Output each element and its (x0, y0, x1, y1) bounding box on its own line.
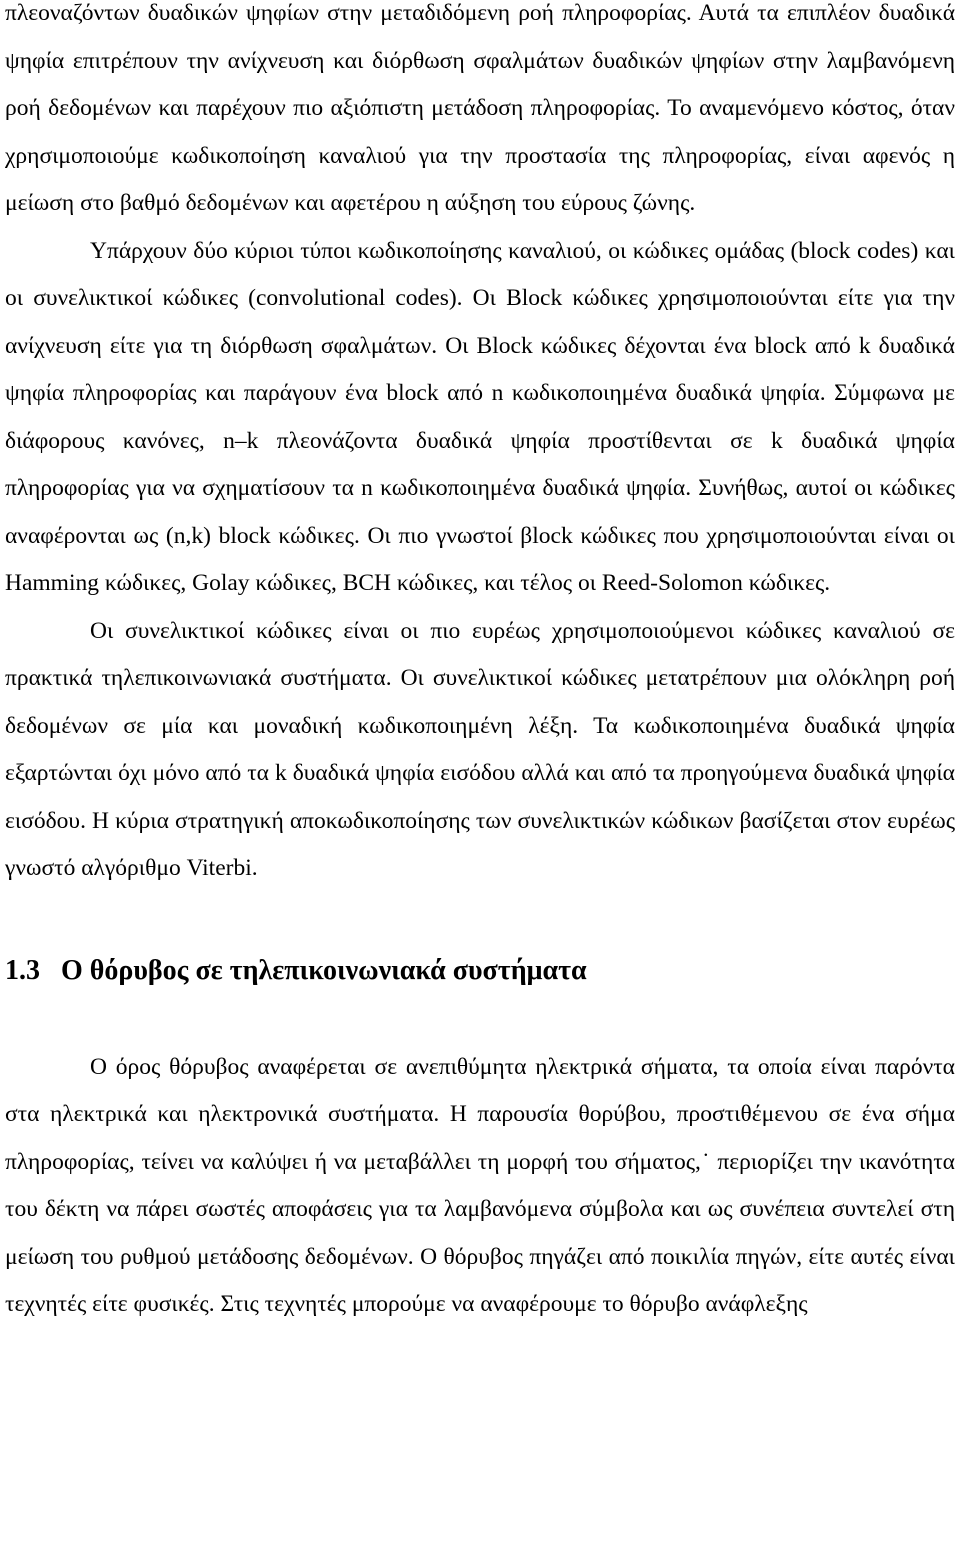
document-page (5, 0, 955, 1329)
section-number: 1.3 (5, 954, 40, 986)
paragraph-1: πλεοναζόντων δυαδικών ψηφίων στην μεταδιδόμενη ροή πληροφορίας. Αυτά τα επιπλέον δυαδικά ψηφία επιτρέπουν την ανίχνευση και διόρθωση σφαλμάτων δυαδικών ψηφίων στην λαμβανόμενη ροή δεδομένων και παρέχουν πιο αξιόπιστη μετάδοση πληροφορίας. Το αναμενόμενο κόστος, όταν χρησιμοποιούμε κωδικοποίηση καναλιού για την προστασία της πληροφορίας, είναι αφενός η μείωση στο βαθμό δεδομένων και αφετέρου η αύξηση του εύρους ζώνης. (5, 0, 955, 216)
section-title: Ο θόρυβος σε τηλεπικοινωνιακά συστήματα (61, 954, 587, 986)
section-heading (5, 951, 955, 991)
paragraph-2: Υπάρχουν δύο κύριοι τύποι κωδικοποίησης καναλιού, οι κώδικες ομάδας (block codes) και οι συνελικτικοί κώδικες (convolutional codes). Οι Block κώδικες χρησιμοποιούνται είτε για την ανίχνευση είτε για τη διόρθωση σφαλμάτων. Οι Block κώδικες δέχονται ένα block από k δυαδικά ψηφία πληροφορίας και παράγουν ένα block από n κωδικοποιημένα δυαδικά ψηφία. Σύμφωνα με διάφορους κανόνες, n–k πλεονάζοντα δυαδικά ψηφία προστίθενται σε k δυαδικά ψηφία πληροφορίας για να σχηματίσουν τα n κωδικοποιημένα δυαδικά ψηφία. Συνήθως, αυτοί οι κώδικες αναφέρονται ως (n,k) block κώδικες. Οι πιο γνωστοί βlock κώδικες που χρησιμοποιούνται είναι οι Hamming κώδικες, Golay κώδικες, BCH κώδικες, και τέλος οι Reed-Solomon κώδικες. (5, 237, 955, 596)
paragraph-3: Οι συνελικτικοί κώδικες είναι οι πιο ευρέως χρησιμοποιούμενοι κώδικες καναλιού σε πρακτικά τηλεπικοινωνιακά συστήματα. Οι συνελικτικοί κώδικες μετατρέπουν μια ολόκληρη ροή δεδομένων σε μία και μοναδική κωδικοποιημένη λέξη. Τα κωδικοποιημένα δυαδικά ψηφία εξαρτώνται όχι μόνο από τα k δυαδικά ψηφία εισόδου αλλά και από τα προηγούμενα δυαδικά ψηφία εισόδου. Η κύρια στρατηγική αποκωδικοποίησης των συνελικτικών κώδικων βασίζεται στον ευρέως γνωστό αλγόριθμο Viterbi. (5, 617, 955, 881)
paragraph-4: Ο όρος θόρυβος αναφέρεται σε ανεπιθύμητα ηλεκτρικά σήματα, τα οποία είναι παρόντα στα ηλεκτρικά και ηλεκτρονικά συστήματα. Η παρουσία θορύβου, προστιθέμενου σε ένα σήμα πληροφορίας, τείνει να καλύψει ή να μεταβάλλει τη μορφή του σήματος,˙ περιορίζει την ικανότητα του δέκτη να πάρει σωστές αποφάσεις για τα λαμβανόμενα σύμβολα και ως συνέπεια συντελεί στη μείωση του ρυθμού μετάδοσης δεδομένων. Ο θόρυβος πηγάζει από ποικιλία πηγών, είτε αυτές είναι τεχνητές είτε φυσικές. Στις τεχνητές μπορούμε να αναφέρουμε το θόρυβο ανάφλεξης (5, 1053, 955, 1317)
